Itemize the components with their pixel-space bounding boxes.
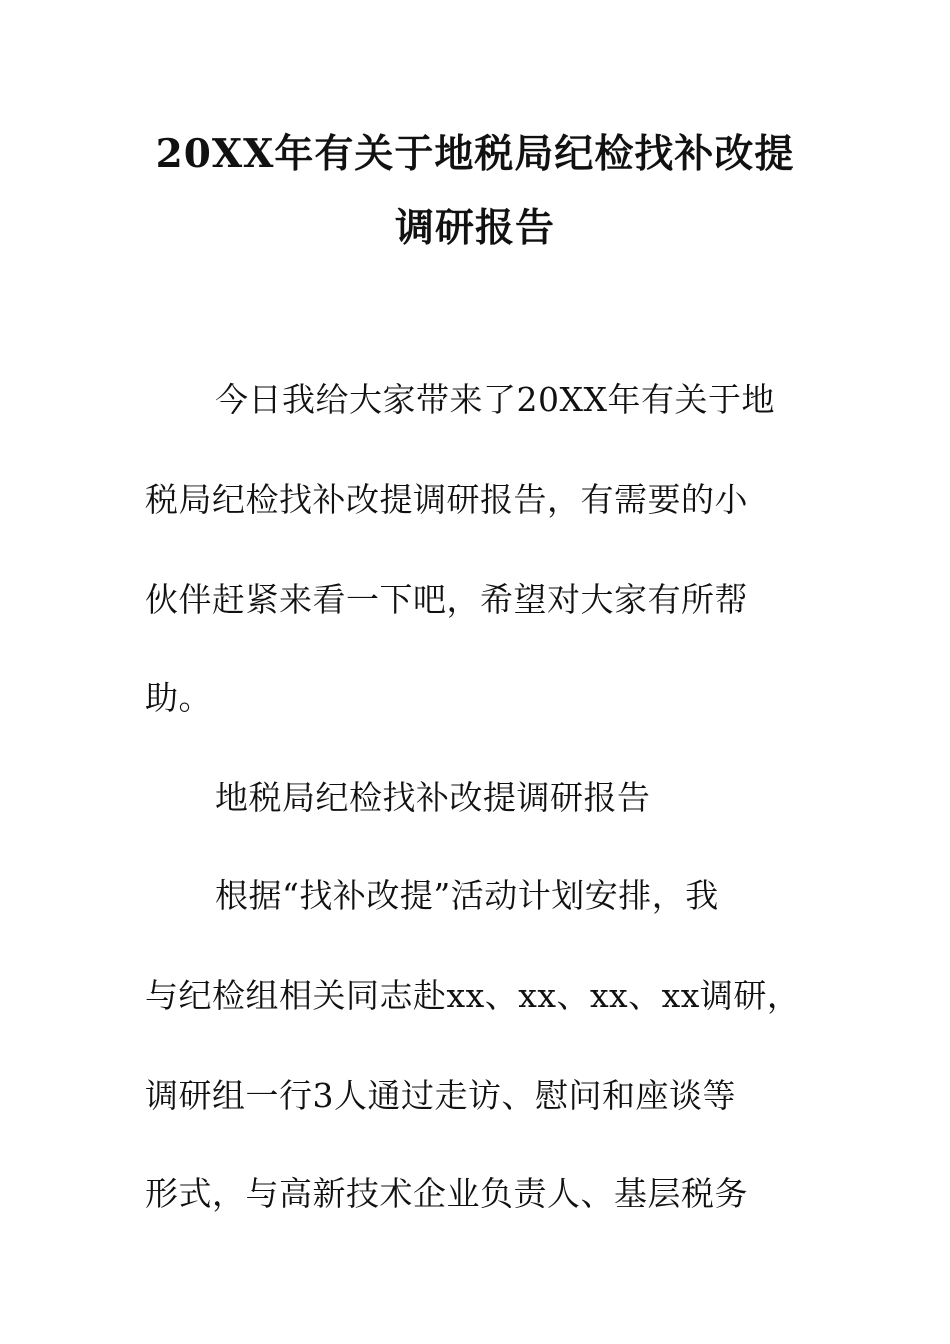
- body-line-9: 形式，与高新技术企业负责人、基层税务: [145, 1174, 748, 1213]
- body-line-3: 伙伴赶紧来看一下吧，希望对大家有所帮: [145, 580, 748, 619]
- document-title-line-1: 20XX年有关于地税局纪检找补改提: [155, 131, 795, 177]
- document-title-line-2: 调研报告: [394, 205, 555, 251]
- body-line-6: 根据“找补改提”活动计划安排，我: [215, 876, 719, 915]
- body-line-2: 税局纪检找补改提调研报告，有需要的小: [145, 480, 748, 519]
- body-line-7: 与纪检组相关同志赴xx、xx、xx、xx调研，: [145, 976, 801, 1015]
- body-section-heading: 地税局纪检找补改提调研报告: [215, 778, 651, 817]
- body-line-1: 今日我给大家带来了20XX年有关于地: [215, 380, 775, 419]
- body-line-4: 助。: [145, 678, 212, 717]
- body-line-8: 调研组一行3人通过走访、慰问和座谈等: [145, 1076, 736, 1115]
